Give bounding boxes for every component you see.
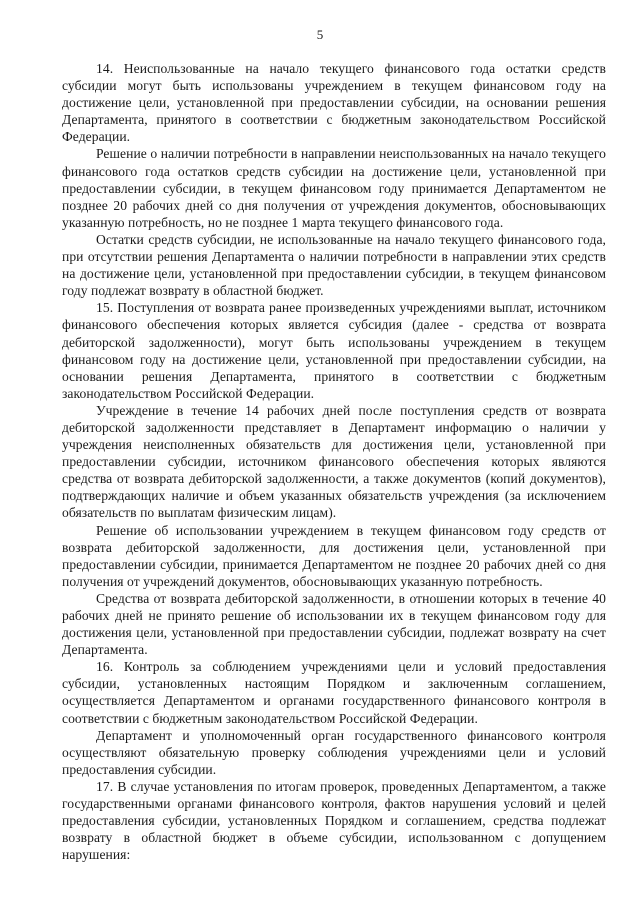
paragraph-16-control: 16. Контроль за соблюдением учреждениями цели и условий предоставления субсидии, установленных настоящим Порядком и заключенным соглашением, осуществляется Департаментом и органами государственного финансового контроля в соответствии с бюджетным законодательством Российской Федерации. — [62, 659, 606, 726]
paragraph-receivables-return: Средства от возврата дебиторской задолженности, в отношении которых в течение 40 рабочих дней не принято решение об использовании их в текущем финансовом году для достижения цели, установленной при предоставлении субсидии, подлежат возврату на счет Департамента. — [62, 590, 606, 658]
paragraph-need-decision: Решение о наличии потребности в направлении неиспользованных на начало текущего финансового года остатков средств субсидии на достижение цели, установленной при предоставлении субсидии, в текущем финансовом году принимается Департаментом не позднее 20 рабочих дней со дня получения от учреждения документов, обосновывающих указанную потребность, но не позднее 1 марта текущего финансового года. — [62, 146, 606, 230]
paragraph-14-unused-balances: 14. Неиспользованные на начало текущего финансового года остатки средств субсидии могут быть использованы учреждением в текущем финансовом году на достижение цели, установленной при предоставлении субсидии, на основании решения Департамента, принятого в соответствии с бюджетным законодательством Российской Федерации. — [62, 61, 606, 145]
paragraph-balances-return: Остатки средств субсидии, не использованные на начало текущего финансового года, при отсутствии решения Департамента о наличии потребности в направлении этих средств на достижение цели, установленной при предоставлении субсидии, в текущем финансовом году подлежат возврату в областной бюджет. — [62, 231, 606, 299]
paragraph-institution-info: Учреждение в течение 14 рабочих дней после поступления средств от возврата дебиторской задолженности представляет в Департамент информацию о наличии у учреждения неисполненных обязательств для достижения цели, установленной при предоставлении субсидии, источником финансового обеспечения которых являются средства от возврата дебиторской задолженности, а также документов (копий документов), подтверждающих наличие и объем указанных обязательств учреждения (за исключением обязательств по выплатам физическим лицам). — [62, 402, 606, 521]
page-number: 5 — [316, 27, 324, 42]
paragraph-15-receivables: 15. Поступления от возврата ранее произведенных учреждениями выплат, источником финансового обеспечения которых является субсидия (далее - средства от возврата дебиторской задолженности), могут быть использованы учреждением в текущем финансовом году на достижение цели, установленной при предоставлении субсидии, на основании решения Департамента, принятого в соответствии с бюджетным законодательством Российской Федерации. — [62, 300, 606, 401]
paragraph-usage-decision: Решение об использовании учреждением в текущем финансовом году средств от возврата дебиторской задолженности, для достижения цели, установленной при предоставлении субсидии, принимается Департаментом не позднее 20 рабочих дней со дня получения от учреждений документов, обосновывающих указанную потребность. — [62, 522, 606, 589]
paragraph-17-violations: 17. В случае установления по итогам проверок, проведенных Департаментом, а также государственными органами финансового контроля, фактов нарушения условий и целей предоставления субсидии, установленных Порядком и соглашением, средства подлежат возврату в областной бюджет в объеме субсидии, использованном с допущением нарушения: — [62, 778, 606, 863]
paragraph-mandatory-check: Департамент и уполномоченный орган государственного финансового контроля осуществляют обязательную проверку соблюдения учреждениями цели и условий предоставления субсидии. — [62, 727, 606, 777]
document-body — [62, 60, 606, 863]
